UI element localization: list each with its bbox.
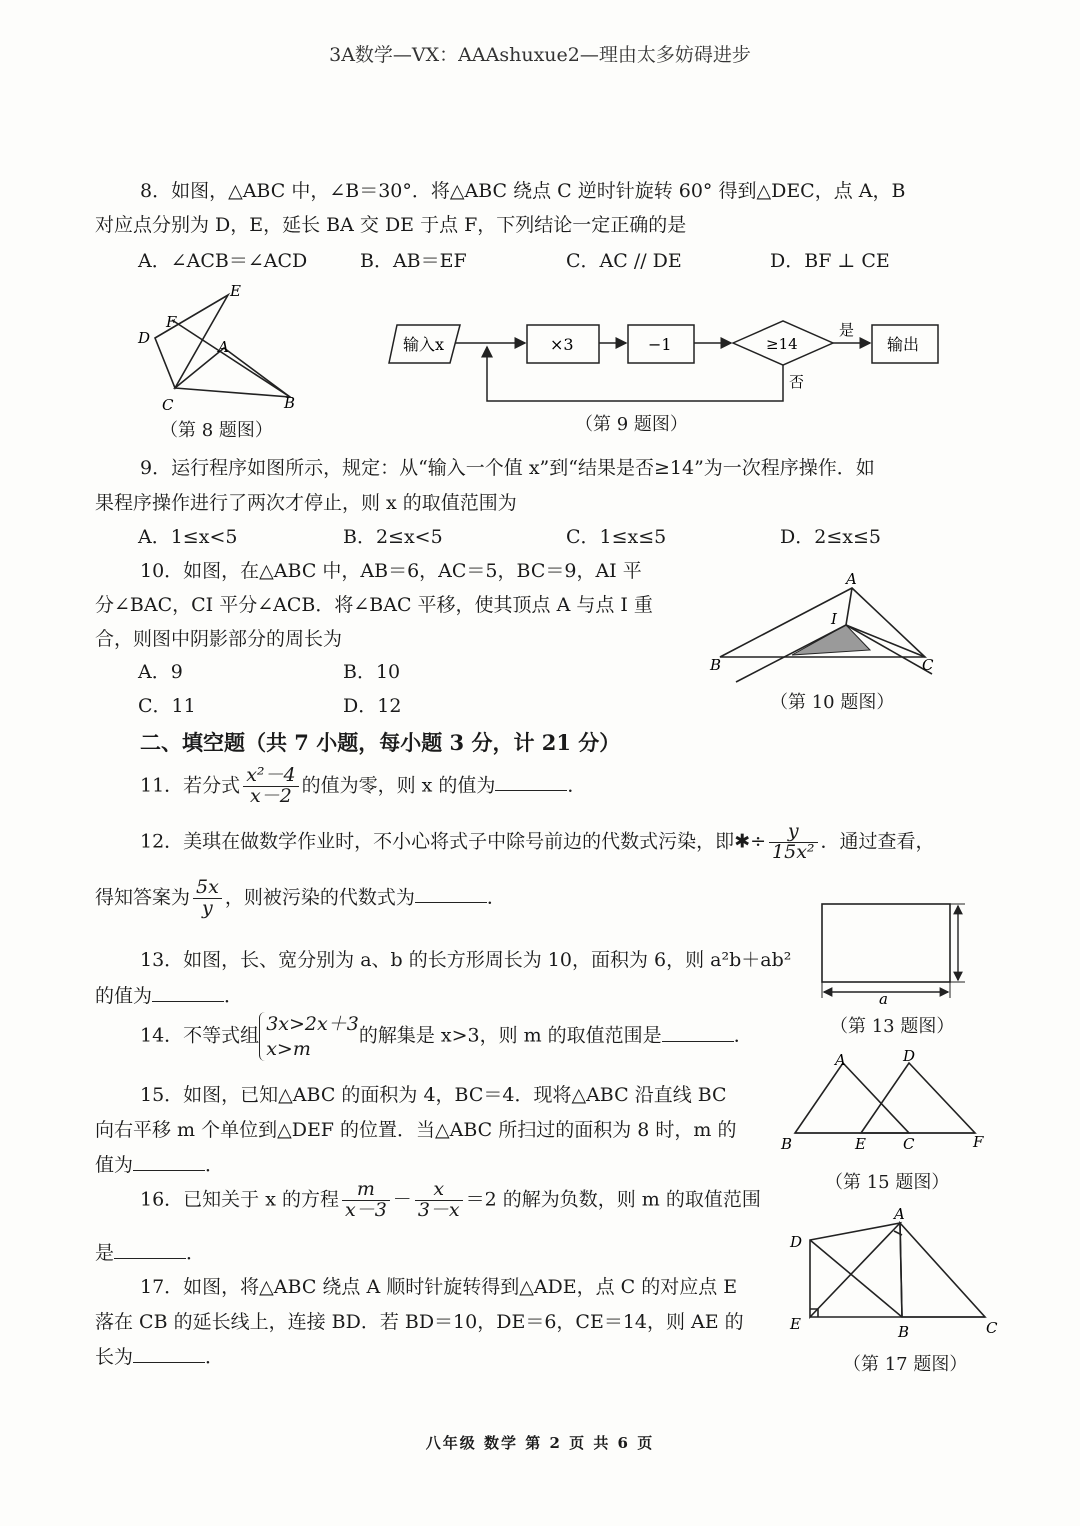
q8-label-c: C (162, 396, 174, 414)
q10-option-d: D．12 (343, 695, 402, 717)
q15-line2: 向右平移 m 个单位到△DEF 的位置．当△ABC 所扫过的面积为 8 时，m 的 (95, 1119, 737, 1141)
q10-line2: 分∠BAC，CI 平分∠ACB．将∠BAC 平移，使其顶点 A 与点 I 重 (95, 594, 653, 616)
q15-label-a: A (835, 1051, 846, 1069)
q17-label-a: A (894, 1205, 905, 1223)
q8-label-e: E (230, 282, 241, 300)
q8-caption: （第 8 题图） (160, 420, 273, 441)
q10-label-b: B (710, 656, 722, 674)
q9-option-a: A．1≤x<5 (138, 526, 238, 548)
q11-end: ． (567, 774, 587, 797)
q17-label-d: D (790, 1233, 803, 1251)
q16-den1: x－3 (344, 1198, 387, 1221)
q17-end: ． (205, 1346, 225, 1368)
q13-end: ． (224, 985, 244, 1007)
page-footer: 八年级 数学 第 2 页 共 6 页 (425, 1434, 655, 1452)
q9-loop-back (487, 347, 783, 401)
q9-line1: 9．运行程序如图所示，规定：从“输入一个值 x”到“结果是否≥14”为一次程序操作．如 (140, 457, 875, 479)
q9-no-text: 否 (789, 373, 805, 391)
q11-post: 的值为零，则 x 的值为 (301, 774, 496, 797)
q8-option-d: D．BF ⊥ CE (770, 250, 890, 272)
q16-fraction2 (415, 1180, 463, 1221)
q17-line-bd (810, 1240, 902, 1317)
q15-line3-text: 值为 (95, 1154, 134, 1176)
q17-caption: （第 17 题图） (843, 1354, 968, 1375)
q9-option-d: D．2≤x≤5 (780, 526, 881, 548)
q17-label-b: B (898, 1323, 910, 1341)
q11-denominator: x－2 (249, 784, 292, 807)
q10-option-b: B．10 (343, 661, 401, 683)
q10-label-i: I (831, 610, 837, 628)
q12-blot-icon: ✱ (734, 830, 751, 853)
q17-line2: 落在 CB 的延长线上，连接 BD．若 BD＝10，DE＝6，CE＝14，则 AE 的 (95, 1311, 744, 1333)
q15-label-d: D (903, 1047, 916, 1065)
q12-fraction (769, 822, 818, 863)
q9-caption: （第 9 题图） (575, 414, 688, 435)
q15-line1: 15．如图，已知△ABC 的面积为 4，BC＝4．现将△ABC 沿直线 BC (140, 1084, 727, 1106)
q15-caption: （第 15 题图） (825, 1172, 950, 1193)
q9-yes-text: 是 (839, 321, 855, 339)
q17-line3-text: 长为 (95, 1346, 134, 1368)
q8-tri-abc (175, 348, 290, 397)
q17-line1: 17．如图，将△ABC 绕点 A 顺时针旋转得到△ADE，点 C 的对应点 E (140, 1276, 738, 1298)
q15-tri-abc (795, 1063, 909, 1133)
q13-line2 (95, 981, 243, 1008)
q16-num2: x (415, 1180, 463, 1201)
q11-numerator: x²－4 (243, 766, 298, 787)
q13-rectangle (822, 904, 950, 982)
q9-option-c: C．1≤x≤5 (566, 526, 667, 548)
q11-pre: 11．若分式 (140, 774, 241, 797)
q11-row (140, 766, 586, 807)
q10-caption: （第 10 题图） (770, 692, 895, 713)
q11-answer-blank[interactable] (495, 772, 567, 791)
q12-answer-blank[interactable] (415, 884, 487, 903)
q16-end: ． (186, 1242, 206, 1264)
section2-title: 二、填空题（共 7 小题，每小题 3 分，计 21 分） (140, 730, 621, 755)
q15-end: ． (205, 1154, 225, 1176)
q12-line2-post: ，则被污染的代数式为 (224, 886, 415, 909)
q8-option-a: A．∠ACB＝∠ACD (138, 250, 308, 272)
q17-answer-blank[interactable] (133, 1344, 205, 1363)
q12-answer-fraction (193, 878, 222, 919)
q8-label-f: F (166, 313, 177, 331)
q17-tri-abc (900, 1223, 985, 1317)
q14-post: 的解集是 x>3，则 m 的取值范围是 (358, 1024, 662, 1047)
q15-label-f: F (973, 1133, 984, 1151)
q14-pre: 14．不等式组 (140, 1024, 260, 1047)
q16-fraction1 (342, 1180, 390, 1221)
q13-line1: 13．如图，长、宽分别为 a、b 的长方形周长为 10，面积为 6，则 a²b＋ab² (140, 949, 792, 971)
q9-times3-text: ×3 (550, 335, 574, 354)
q16-pre: 16．已知关于 x 的方程 (140, 1188, 339, 1211)
q12-line1-pre: 12．美琪在做数学作业时，不小心将式子中除号前边的代数式污染，即 (140, 830, 735, 853)
q12-line2 (95, 878, 506, 919)
q10-shift-line-1 (736, 625, 846, 682)
q16-num1: m (342, 1180, 390, 1201)
q17-tri-ade (810, 1223, 900, 1317)
q17-figure (780, 1205, 1005, 1345)
q10-label-c: C (922, 656, 934, 674)
q17-label-c: C (986, 1319, 998, 1337)
q15-label-c: C (903, 1135, 915, 1153)
q8-line2: 对应点分别为 D，E，延长 BA 交 DE 于点 F，下列结论一定正确的是 (95, 214, 687, 236)
q10-label-a: A (846, 570, 857, 588)
q8-option-b: B．AB＝EF (360, 250, 467, 272)
q12-numerator: y (769, 822, 818, 843)
q9-output-text: 输出 (887, 335, 920, 354)
q10-option-a: A．9 (138, 661, 183, 683)
q14-system (259, 1012, 359, 1061)
q15-answer-blank[interactable] (133, 1152, 205, 1171)
q13-answer-blank[interactable] (152, 983, 224, 1002)
q12-div: ÷ (750, 830, 767, 853)
q9-input-text: 输入x (403, 335, 445, 354)
q14-ineq2: x>m (266, 1037, 311, 1060)
q13-caption: （第 13 题图） (830, 1016, 955, 1037)
q8-figure (130, 280, 310, 415)
q13-label-a: a (879, 990, 888, 1008)
q8-line-bf (172, 320, 290, 397)
q12-line1 (140, 822, 935, 863)
q10-line1: 10．如图，在△ABC 中，AB＝6，AC＝5，BC＝9，AI 平 (140, 560, 642, 582)
q17-label-e: E (790, 1315, 801, 1333)
q11-fraction (243, 766, 298, 807)
q14-end: ． (733, 1024, 753, 1047)
q16-minus: － (392, 1188, 412, 1211)
q8-label-d: D (138, 329, 151, 347)
q12-denominator: 15x² (772, 840, 815, 863)
q15-tri-def (861, 1063, 975, 1133)
q15-label-e: E (855, 1135, 866, 1153)
q15-label-b: B (781, 1135, 793, 1153)
q9-compare-text: ≥14 (766, 335, 798, 353)
q12-line2-pre: 得知答案为 (95, 886, 191, 909)
q9-flowchart (385, 315, 945, 410)
header-watermark: 3A数学—VX：AAAshuxue2—理由太多妨碍进步 (329, 44, 751, 66)
q8-label-a: A (218, 338, 229, 356)
q16-line2 (95, 1238, 205, 1265)
q13-line2-text: 的值为 (95, 985, 153, 1007)
q16-answer-blank[interactable] (114, 1240, 186, 1259)
q8-line1: 8．如图，△ABC 中，∠B＝30°．将△ABC 绕点 C 逆时针旋转 60° 得到△DEC，点 A，B (140, 180, 906, 202)
q16-row (140, 1180, 761, 1221)
q8-option-c: C．AC // DE (566, 250, 682, 272)
q15-figure (775, 1045, 995, 1155)
q12-answer-numerator: 5x (193, 878, 222, 899)
q16-den2: 3－x (417, 1198, 460, 1221)
q12-line1-post: ．通过查看， (820, 830, 935, 853)
q12-answer-denominator: y (202, 896, 213, 919)
q14-row (140, 1012, 753, 1061)
q15-line3 (95, 1150, 224, 1177)
q17-line3 (95, 1342, 224, 1369)
q9-line2: 果程序操作进行了两次才停止，则 x 的取值范围为 (95, 492, 517, 514)
q10-line3: 合，则图中阴影部分的周长为 (95, 628, 343, 650)
q16-post: ＝2 的解为负数，则 m 的取值范围 (465, 1188, 761, 1211)
q9-minus1-text: −1 (648, 335, 672, 354)
q9-option-b: B．2≤x<5 (343, 526, 443, 548)
q8-label-b: B (284, 394, 296, 412)
q12-end: ． (486, 886, 506, 909)
q13-figure (815, 898, 975, 1008)
q10-option-c: C．11 (138, 695, 196, 717)
q10-figure (700, 570, 950, 690)
q14-answer-blank[interactable] (662, 1023, 734, 1042)
q16-line2-text: 是 (95, 1242, 115, 1264)
q14-ineq1: 3x>2x＋3 (266, 1013, 359, 1035)
